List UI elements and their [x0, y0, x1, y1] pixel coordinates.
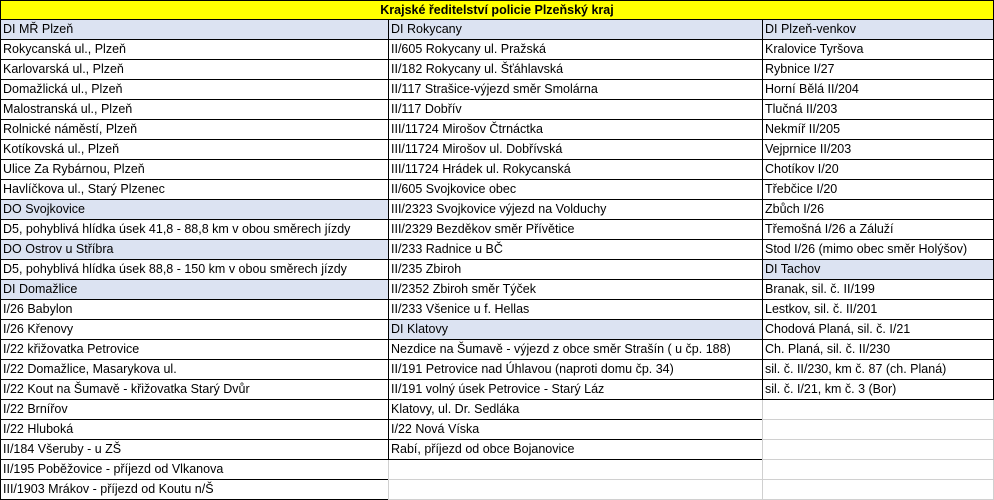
section-header-cell[interactable]: DI Rokycany: [388, 20, 762, 40]
location-cell[interactable]: Kotíkovská ul., Plzeň: [0, 140, 388, 160]
location-cell[interactable]: Chodová Planá, sil. č. I/21: [762, 320, 994, 340]
location-cell[interactable]: Zbůch I/26: [762, 200, 994, 220]
empty-cell[interactable]: [762, 420, 994, 440]
empty-cell[interactable]: [762, 480, 994, 500]
location-cell[interactable]: Rabí, příjezd od obce Bojanovice: [388, 440, 762, 460]
section-header-cell[interactable]: DI Domažlice: [0, 280, 388, 300]
location-cell[interactable]: II/117 Strašice-výjezd směr Smolárna: [388, 80, 762, 100]
location-cell[interactable]: sil. č. II/230, km č. 87 (ch. Planá): [762, 360, 994, 380]
sheet-title[interactable]: Krajské ředitelství policie Plzeňský kraj: [0, 0, 994, 20]
section-header-cell[interactable]: DI Klatovy: [388, 320, 762, 340]
section-header-cell[interactable]: DI Plzeň-venkov: [762, 20, 994, 40]
location-cell[interactable]: Branak, sil. č. II/199: [762, 280, 994, 300]
section-header-cell[interactable]: DO Svojkovice: [0, 200, 388, 220]
location-cell[interactable]: II/184 Všeruby - u ZŠ: [0, 440, 388, 460]
location-cell[interactable]: Třemošná I/26 a Záluží: [762, 220, 994, 240]
location-cell[interactable]: I/22 Nová Víska: [388, 420, 762, 440]
section-header-cell[interactable]: DO Ostrov u Stříbra: [0, 240, 388, 260]
location-cell[interactable]: sil. č. I/21, km č. 3 (Bor): [762, 380, 994, 400]
location-cell[interactable]: Nezdice na Šumavě - výjezd z obce směr Strašín ( u čp. 188): [388, 340, 762, 360]
location-cell[interactable]: Rolnické náměstí, Plzeň: [0, 120, 388, 140]
location-cell[interactable]: II/195 Poběžovice - příjezd od Vlkanova: [0, 460, 388, 480]
location-cell[interactable]: II/117 Dobřív: [388, 100, 762, 120]
location-cell[interactable]: Malostranská ul., Plzeň: [0, 100, 388, 120]
empty-cell[interactable]: [762, 440, 994, 460]
location-cell[interactable]: I/26 Křenovy: [0, 320, 388, 340]
empty-cell[interactable]: [762, 460, 994, 480]
location-cell[interactable]: Chotíkov I/20: [762, 160, 994, 180]
location-cell[interactable]: II/2352 Zbiroh směr Týček: [388, 280, 762, 300]
location-cell[interactable]: I/22 Brnířov: [0, 400, 388, 420]
location-cell[interactable]: II/233 Všenice u f. Hellas: [388, 300, 762, 320]
empty-cell[interactable]: [388, 460, 762, 480]
location-cell[interactable]: III/1903 Mrákov - příjezd od Koutu n/Š: [0, 480, 388, 500]
location-cell[interactable]: II/605 Svojkovice obec: [388, 180, 762, 200]
location-cell[interactable]: Rybnice I/27: [762, 60, 994, 80]
location-cell[interactable]: Lestkov, sil. č. II/201: [762, 300, 994, 320]
location-cell[interactable]: Stod I/26 (mimo obec směr Holýšov): [762, 240, 994, 260]
location-cell[interactable]: III/11724 Hrádek ul. Rokycanská: [388, 160, 762, 180]
location-cell[interactable]: Tlučná II/203: [762, 100, 994, 120]
location-cell[interactable]: Kralovice Tyršova: [762, 40, 994, 60]
location-cell[interactable]: D5, pohyblivá hlídka úsek 41,8 - 88,8 km v obou směrech jízdy: [0, 220, 388, 240]
location-cell[interactable]: III/2323 Svojkovice výjezd na Volduchy: [388, 200, 762, 220]
location-cell[interactable]: I/22 Domažlice, Masarykova ul.: [0, 360, 388, 380]
column-di-rokycany-klatovy: [388, 20, 762, 500]
location-cell[interactable]: Klatovy, ul. Dr. Sedláka: [388, 400, 762, 420]
location-cell[interactable]: II/233 Radnice u BČ: [388, 240, 762, 260]
location-cell[interactable]: Třebčice I/20: [762, 180, 994, 200]
location-cell[interactable]: Nekmíř II/205: [762, 120, 994, 140]
location-cell[interactable]: III/11724 Mirošov ul. Dobřívská: [388, 140, 762, 160]
location-cell[interactable]: Vejprnice II/203: [762, 140, 994, 160]
column-di-mr-plzen: [0, 20, 388, 500]
location-cell[interactable]: Rokycanská ul., Plzeň: [0, 40, 388, 60]
section-header-cell[interactable]: DI MŘ Plzeň: [0, 20, 388, 40]
location-cell[interactable]: I/26 Babylon: [0, 300, 388, 320]
column-di-plzen-venkov-tachov: [762, 20, 994, 500]
location-cell[interactable]: II/191 volný úsek Petrovice - Starý Láz: [388, 380, 762, 400]
location-cell[interactable]: II/605 Rokycany ul. Pražská: [388, 40, 762, 60]
location-cell[interactable]: Ulice Za Rybárnou, Plzeň: [0, 160, 388, 180]
location-cell[interactable]: I/22 Kout na Šumavě - křižovatka Starý Dvůr: [0, 380, 388, 400]
location-cell[interactable]: II/182 Rokycany ul. Šťáhlavská: [388, 60, 762, 80]
location-cell[interactable]: Karlovarská ul., Plzeň: [0, 60, 388, 80]
location-cell[interactable]: III/11724 Mirošov Čtrnáctka: [388, 120, 762, 140]
location-cell[interactable]: II/191 Petrovice nad Úhlavou (naproti domu čp. 34): [388, 360, 762, 380]
location-cell[interactable]: III/2329 Bezděkov směr Přívětice: [388, 220, 762, 240]
location-cell[interactable]: Horní Bělá II/204: [762, 80, 994, 100]
location-cell[interactable]: I/22 Hluboká: [0, 420, 388, 440]
empty-cell[interactable]: [762, 400, 994, 420]
section-header-cell[interactable]: DI Tachov: [762, 260, 994, 280]
location-cell[interactable]: D5, pohyblivá hlídka úsek 88,8 - 150 km v obou směrech jízdy: [0, 260, 388, 280]
location-cell[interactable]: II/235 Zbiroh: [388, 260, 762, 280]
location-cell[interactable]: Domažlická ul., Plzeň: [0, 80, 388, 100]
location-cell[interactable]: Ch. Planá, sil. č. II/230: [762, 340, 994, 360]
location-cell[interactable]: I/22 křižovatka Petrovice: [0, 340, 388, 360]
empty-cell[interactable]: [388, 480, 762, 500]
location-cell[interactable]: Havlíčkova ul., Starý Plzenec: [0, 180, 388, 200]
